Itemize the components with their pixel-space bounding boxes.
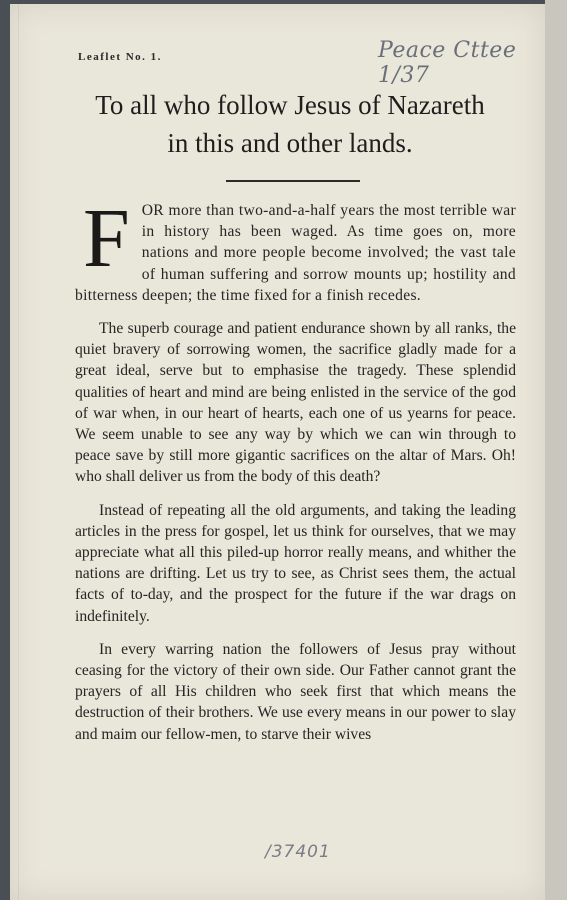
page-fold-line <box>18 4 19 900</box>
catalog-number: /37401 <box>265 842 331 862</box>
paragraph-3: Instead of repeating all the old arguments, and taking the leading articles in the press for gospel, let us think for ourselves, that we may appreciate what all this piled-up horror really means, and whither the nations are drifting. Let us try to see, as Christ sees them, the actual facts of to-day, and the prospect for the future if the war drags on indefinitely. <box>75 501 516 625</box>
title-line-1: To all who follow Jesus of Nazareth <box>95 90 485 120</box>
title-divider <box>226 180 360 182</box>
drop-cap: F <box>83 192 130 285</box>
paragraph-4: In every warring nation the followers of Jesus pray without ceasing for the victory of their own side. Our Father cannot grant the prayers of all His children who seek first that which means the destruction of their brothers. We use every means in our power to slay and maim our fellow-men, to starve their wives <box>75 640 516 743</box>
handwritten-annotation: Peace Cttee 1/37 <box>378 38 517 88</box>
leaflet-number: Leaflet No. 1. <box>78 51 162 63</box>
paragraph-1 <box>75 192 516 306</box>
body-text <box>75 192 516 757</box>
paragraph-2: The superb courage and patient endurance shown by all ranks, the quiet bravery of sorrowing women, the sacrifice gladly made for a great ideal, serve but to emphasise the tragedy. These splendid qualities of heart and mind are being enlisted in the service of the god of war when, in our heart of hearts, each one of us yearns for peace. We seem unable to see any way by which we can win through to peace save by still more gigantic sacrifices on the altar of Mars. Oh! who shall deliver us from the body of this death? <box>75 320 516 486</box>
background-edge <box>545 0 567 900</box>
title-line-2: in this and other lands. <box>167 128 413 158</box>
paragraph-1-text: OR more than two-and-a-half years the most terrible war in history has been waged. As time goes on, more nations and more people become involved; the vast tale of human suffering and sorrow mounts up; hostility and bitterness deepen; the time fixed for a finish recedes. <box>75 202 516 304</box>
leaflet-page <box>10 4 545 900</box>
document-title <box>40 86 540 162</box>
